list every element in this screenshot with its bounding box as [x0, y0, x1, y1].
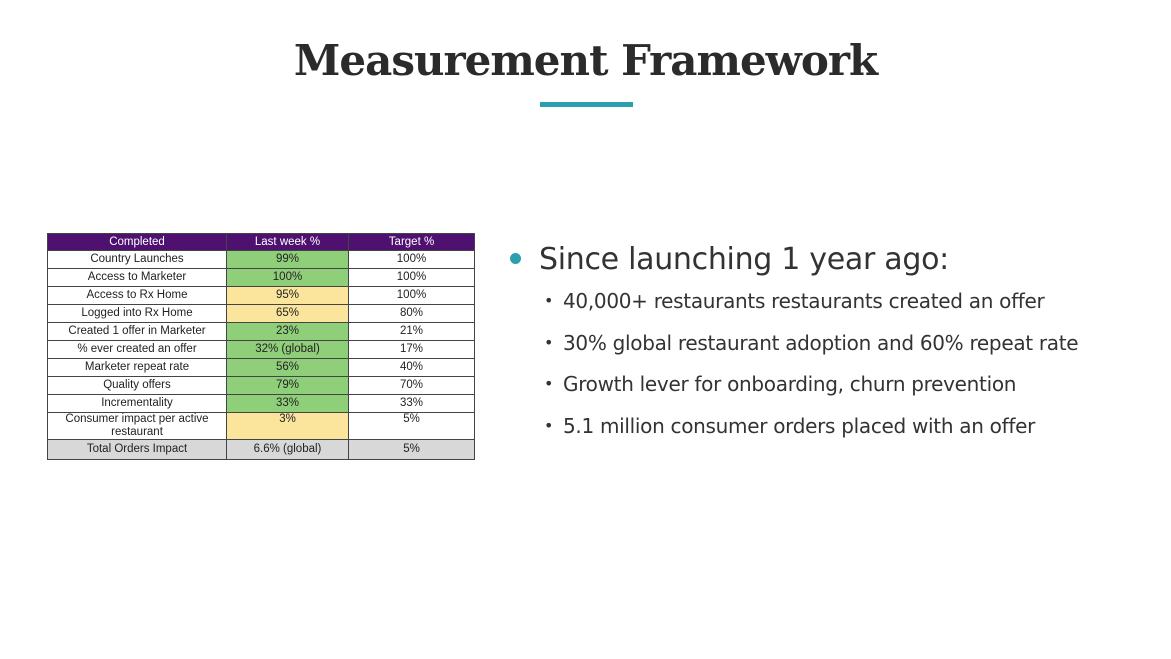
target-value: 70% — [349, 377, 475, 395]
target-value: 17% — [349, 341, 475, 359]
list-item — [544, 372, 1150, 414]
target-value: 100% — [349, 287, 475, 305]
table-total-row — [48, 440, 475, 460]
bullet-text: 5.1 million consumer orders placed with an offer — [563, 413, 1036, 438]
bullet-text: 30% global restaurant adoption and 60% repeat rate — [563, 330, 1079, 355]
total-label: Total Orders Impact — [48, 440, 227, 460]
row-label: Incrementality — [48, 395, 227, 413]
target-value: 80% — [349, 305, 475, 323]
table-row — [48, 251, 475, 269]
bullet-text: 40,000+ restaurants restaurants created an offer — [563, 289, 1045, 313]
last-week-value: 79% — [227, 377, 349, 395]
row-label: Quality offers — [48, 377, 227, 395]
bullet-dot-icon — [510, 253, 521, 264]
last-week-value: 3% — [227, 413, 349, 440]
bullet-icon: • — [544, 332, 554, 352]
row-label: Access to Rx Home — [48, 287, 227, 305]
table-row — [48, 395, 475, 413]
summary-heading: Since launching 1 year ago: — [539, 242, 949, 277]
last-week-value: 56% — [227, 359, 349, 377]
measurement-table — [47, 233, 475, 460]
table-row — [48, 341, 475, 359]
table-header-row — [48, 234, 475, 251]
total-last-week-value: 6.6% (global) — [227, 440, 349, 460]
row-label: % ever created an offer — [48, 341, 227, 359]
bullet-text: Growth lever for onboarding, churn prevention — [563, 372, 1017, 396]
row-label: Logged into Rx Home — [48, 305, 227, 323]
table-row — [48, 269, 475, 287]
last-week-value: 33% — [227, 395, 349, 413]
row-label: Country Launches — [48, 251, 227, 269]
slide-title: Measurement Framework — [293, 36, 878, 85]
total-target-value: 5% — [349, 440, 475, 460]
table-row — [48, 359, 475, 377]
last-week-value: 95% — [227, 287, 349, 305]
target-value: 21% — [349, 323, 475, 341]
row-label: Access to Marketer — [48, 269, 227, 287]
table-row — [48, 377, 475, 395]
table-row — [48, 287, 475, 305]
bullet-icon: • — [544, 415, 554, 435]
header-target: Target % — [349, 234, 475, 251]
summary-heading-row — [510, 242, 1150, 277]
header-completed: Completed — [48, 234, 227, 251]
table-row — [48, 305, 475, 323]
last-week-value: 100% — [227, 269, 349, 287]
bullet-icon: • — [544, 374, 554, 393]
last-week-value: 65% — [227, 305, 349, 323]
table-row — [48, 413, 475, 440]
last-week-value: 32% (global) — [227, 341, 349, 359]
row-label: Marketer repeat rate — [48, 359, 227, 377]
bullet-icon: • — [544, 291, 554, 310]
target-value: 33% — [349, 395, 475, 413]
header-last-week: Last week % — [227, 234, 349, 251]
summary-bullet-list — [510, 289, 1150, 455]
last-week-value: 23% — [227, 323, 349, 341]
target-value: 100% — [349, 269, 475, 287]
list-item — [544, 331, 1150, 373]
title-underline — [540, 102, 633, 107]
last-week-value: 99% — [227, 251, 349, 269]
summary-section — [510, 242, 1150, 455]
list-item — [544, 414, 1150, 456]
list-item — [544, 289, 1150, 331]
target-value: 40% — [349, 359, 475, 377]
table-row — [48, 323, 475, 341]
row-label: Consumer impact per active restaurant — [48, 413, 227, 440]
row-label: Created 1 offer in Marketer — [48, 323, 227, 341]
target-value: 5% — [349, 413, 475, 440]
target-value: 100% — [349, 251, 475, 269]
